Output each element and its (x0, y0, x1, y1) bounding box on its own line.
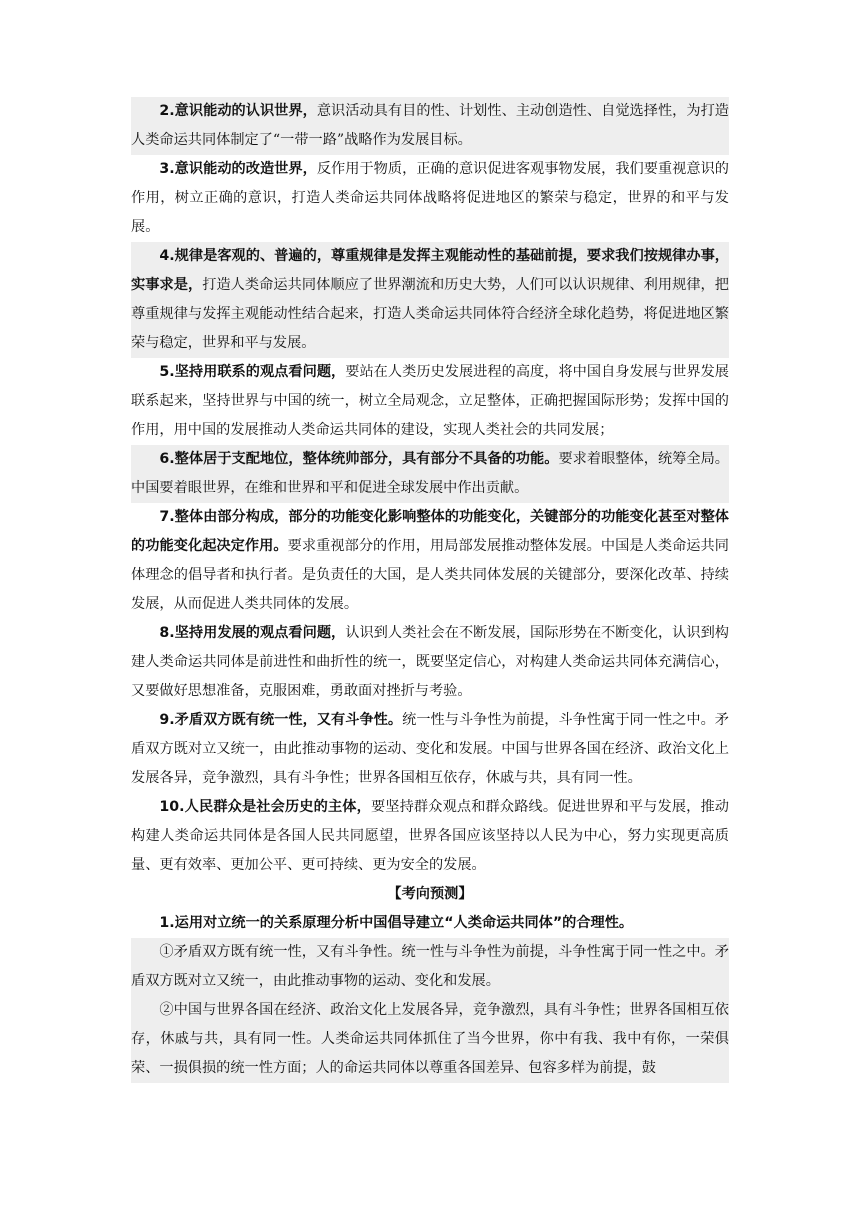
paragraph-body: 认识到人类社会在不断发展，国际形势在不断变化，认识到构建人类命运共同体是前进性和曲折性的统一，既要坚定信心，对构建人类命运共同体充满信心，又要做好思想准备，克服困难，勇敢面对挫折与考验。 (131, 625, 729, 699)
paragraph-body: 要坚持群众观点和群众路线。促进世界和平与发展，推动构建人类命运共同体是各国人民共同愿望，世界各国应该坚持以人民为中心，努力实现更高质量、更有效率、更加公平、更可持续、更为安全的发展。 (131, 799, 729, 873)
paragraph-lead: 3.意识能动的改造世界， (159, 161, 317, 177)
paragraph-2 (131, 97, 729, 155)
paragraph-lead: 5.坚持用联系的观点看问题， (159, 364, 346, 380)
paragraph-7 (131, 503, 729, 619)
paragraph-lead: 9.矛盾双方既有统一性，又有斗争性。 (159, 712, 403, 728)
paragraph-3 (131, 155, 729, 242)
paragraph-10 (131, 793, 729, 880)
paragraph-body: 要求重视部分的作用，用局部发展推动整体发展。中国是人类命运共同体理念的倡导者和执行者。是负责任的大国，是人类共同体发展的关键部分，要深化改革、持续发展，从而促进人类共同体的发展。 (131, 538, 729, 612)
paragraph-4 (131, 242, 729, 358)
answer-2: ②中国与世界各国在经济、政治文化上发展各异，竞争激烈，具有斗争性；世界各国相互依存，休戚与共，具有同一性。人类命运共同体抓住了当今世界，你中有我、我中有你，一荣俱荣、一损俱损的统一性方面；人的命运共同体以尊重各国差异、包容多样为前提，鼓 (131, 996, 729, 1083)
paragraph-body: 要站在人类历史发展进程的高度，将中国自身发展与世界发展联系起来，坚持世界与中国的统一，树立全局观念，立足整体，正确把握国际形势；发挥中国的作用，用中国的发展推动人类命运共同体的建设，实现人类社会的共同发展； (131, 364, 729, 438)
paragraph-8 (131, 619, 729, 706)
paragraph-lead: 7.整体由部分构成，部分的功能变化影响整体的功能变化，关键部分的功能变化甚至对整体的功能变化起决定作用。 (131, 509, 729, 554)
paragraph-lead: 6.整体居于支配地位，整体统帅部分，具有部分不具备的功能。 (159, 451, 559, 467)
paragraph-body: 要求着眼整体，统筹全局。中国要着眼世界，在维和世界和平和促进全球发展中作出贡献。 (131, 451, 729, 496)
document-page (131, 97, 729, 1083)
paragraph-body: 意识活动具有目的性、计划性、主动创造性、自觉选择性，为打造人类命运共同体制定了“一带一路”战略作为发展目标。 (131, 103, 729, 148)
question-1: 1.运用对立统一的关系原理分析中国倡导建立“人类命运共同体”的合理性。 (159, 915, 634, 931)
section-title: 【考向预测】 (387, 886, 473, 902)
paragraph-body: 打造人类命运共同体顺应了世界潮流和历史大势，人们可以认识规律、利用规律，把尊重规律与发挥主观能动性结合起来，打造人类命运共同体符合经济全球化趋势，将促进地区繁荣与稳定，世界和平与发展。 (131, 277, 729, 351)
answer-1: ①矛盾双方既有统一性，又有斗争性。统一性与斗争性为前提，斗争性寓于同一性之中。矛盾双方既对立又统一，由此推动事物的运动、变化和发展。 (131, 938, 729, 996)
paragraph-lead: 8.坚持用发展的观点看问题， (159, 625, 346, 641)
paragraph-lead: 10.人民群众是社会历史的主体， (159, 799, 371, 815)
paragraph-lead: 2.意识能动的认识世界， (159, 103, 317, 119)
paragraph-body: 统一性与斗争性为前提，斗争性寓于同一性之中。矛盾双方既对立又统一，由此推动事物的运动、变化和发展。中国与世界各国在经济、政治文化上发展各异，竞争激烈，具有斗争性；世界各国相互依存，休戚与共，具有同一性。 (131, 712, 729, 786)
paragraph-9 (131, 706, 729, 793)
paragraph-5 (131, 358, 729, 445)
paragraph-lead: 4.规律是客观的、普遍的，尊重规律是发挥主观能动性的基础前提，要求我们按规律办事，实事求是， (131, 248, 729, 293)
paragraph-body: 反作用于物质，正确的意识促进客观事物发展，我们要重视意识的作用，树立正确的意识，打造人类命运共同体战略将促进地区的繁荣与稳定，世界的和平与发展。 (131, 161, 729, 235)
paragraph-6 (131, 445, 729, 503)
